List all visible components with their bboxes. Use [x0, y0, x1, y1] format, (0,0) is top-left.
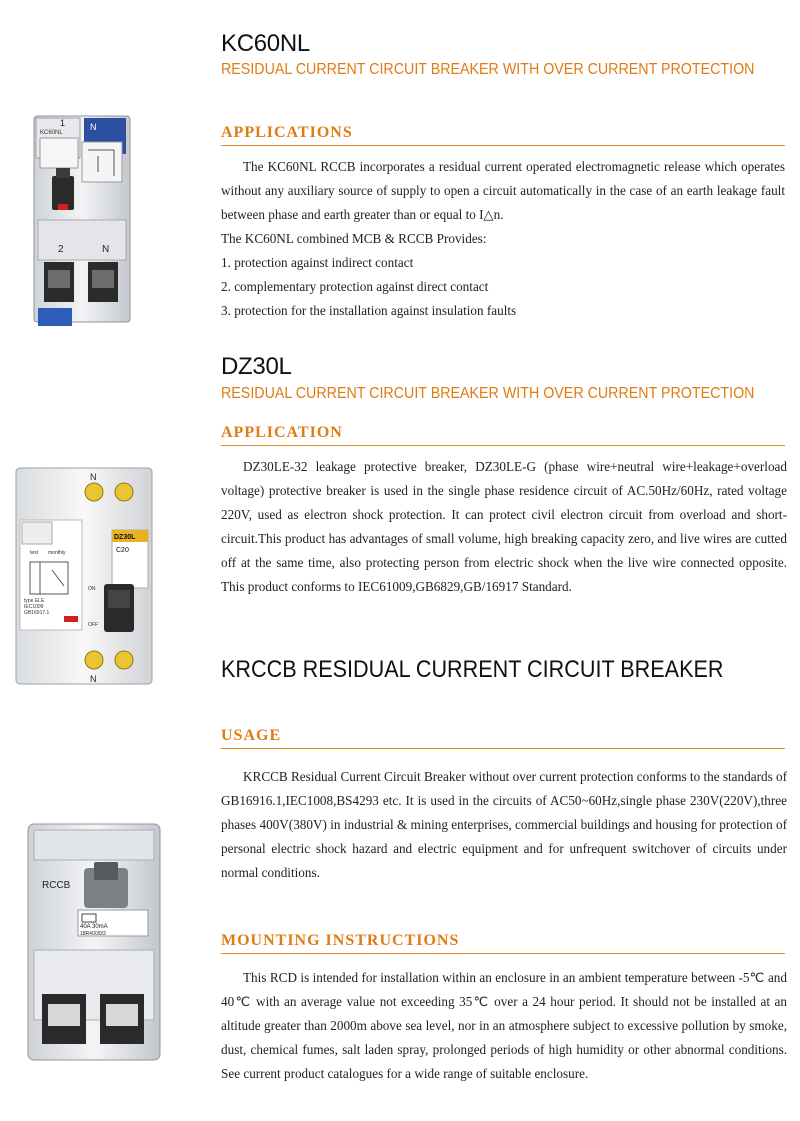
dz30l-device-type: type ELE: [24, 598, 45, 604]
kc60nl-product-image: [18, 112, 138, 332]
kc60nl-device-brand: KC60NL: [40, 130, 63, 136]
krccb-device-code: 18R40/30/2: [80, 931, 106, 937]
krccb-usage-divider: [221, 748, 785, 749]
krccb-mounting-text: This RCD is intended for installation within an enclosure in an ambient temperature between -5℃ and 40℃ with an average value not exceeding 35℃ over a 24 hour period. It should not be installed at an altitude greater than 2000m above sea level, nor in an atmosphere subject to excessive pollution by smoke, dust, chemical fumes, salt laden spray, prolonged periods of high humidity or other abnormal conditions. See current product catalogues for a wide range of suitable enclosure.: [221, 970, 787, 1081]
kc60nl-item-3: 3. protection for the installation against insulation faults: [221, 303, 517, 318]
kc60nl-item-1: 1. protection against indirect contact: [221, 255, 414, 270]
krccb-usage-paragraph: [221, 765, 787, 885]
kc60nl-device-terminal-n-top: N: [90, 122, 97, 132]
krccb-product-image: [20, 818, 170, 1068]
dz30l-description: DZ30LE-32 leakage protective breaker, DZ30LE-G (phase wire+neutral wire+leakage+overload voltage) protective breaker is used in the single phase residence circuit of AC.50Hz/60Hz, rated voltage 220V, used as electron shock protection. It can protect civil electron circuit from overload and short-circuit.This product has advantages of small volume, high breaking capacity zero, and live wires are cutted off at the same time, also protecting person from electric shock when the live wire connected opposite. This product conforms to IEC61009,GB6829,GB/16917 Standard.: [221, 459, 787, 594]
dz30l-device-standard-2: GB16917.1: [24, 610, 50, 616]
dz30l-subtitle: RESIDUAL CURRENT CIRCUIT BREAKER WITH OVER CURRENT PROTECTION: [221, 385, 755, 402]
dz30l-device-off-label: OFF: [88, 622, 98, 628]
kc60nl-subtitle: RESIDUAL CURRENT CIRCUIT BREAKER WITH OVER CURRENT PROTECTION: [221, 61, 755, 78]
dz30l-device-rating: C20: [116, 547, 129, 554]
kc60nl-paragraph: [221, 155, 785, 323]
dz30l-device-test-label: test: [30, 550, 39, 556]
dz30l-model-title: DZ30L: [221, 353, 292, 380]
krccb-mounting-divider: [221, 953, 785, 954]
kc60nl-model-title: KC60NL: [221, 30, 310, 57]
kc60nl-provides: The KC60NL combined MCB & RCCB Provides:: [221, 231, 487, 246]
kc60nl-description: The KC60NL RCCB incorporates a residual current operated electromagnetic release which operates without any auxiliary source of supply to open a circuit automatically in the case of an earth leakage fault between phase and earth greater than or equal to I△n.: [221, 159, 785, 222]
dz30l-device-brand: DZ30L: [114, 534, 136, 541]
dz30l-device-terminal-bottom: N: [90, 674, 97, 684]
krccb-usage-text: KRCCB Residual Current Circuit Breaker without over current protection conforms to the standards of GB16916.1,IEC1008,BS4293 etc. It is used in the circuits of AC50~60Hz,single phase 230V(220V),three phases 400V(380V) in industrial & mining enterprises, commercial buildings and housing for protection of personal electric shock hazard and electric equipment and for unfrequent switchover of circuits under normal conditions.: [221, 769, 787, 880]
kc60nl-device-terminal-n-bottom: N: [102, 244, 110, 255]
krccb-device-brand: RCCB: [42, 880, 71, 891]
krccb-device-rating: 40A 30mA: [80, 924, 108, 930]
dz30l-product-image: [8, 466, 158, 688]
dz30l-paragraph: [221, 455, 787, 599]
dz30l-device-terminal-top: N: [90, 472, 97, 482]
dz30l-section-heading: APPLICATION: [221, 424, 343, 441]
kc60nl-device-terminal-1: 1: [60, 118, 66, 128]
kc60nl-device-terminal-2: 2: [58, 244, 64, 255]
dz30l-device-on-label: ON: [88, 586, 96, 592]
kc60nl-item-2: 2. complementary protection against direct contact: [221, 279, 489, 294]
krccb-mounting-paragraph: [221, 966, 787, 1086]
krccb-usage-heading: USAGE: [221, 727, 282, 744]
krccb-mounting-heading: MOUNTING INSTRUCTIONS: [221, 932, 460, 949]
krccb-title: KRCCB RESIDUAL CURRENT CIRCUIT BREAKER: [221, 656, 724, 683]
dz30l-device-standard-1: IEC1009: [24, 604, 44, 610]
kc60nl-divider: [221, 145, 785, 146]
kc60nl-section-heading: APPLICATIONS: [221, 124, 353, 141]
dz30l-divider: [221, 445, 785, 446]
dz30l-device-monthly-label: monthly: [48, 550, 66, 556]
